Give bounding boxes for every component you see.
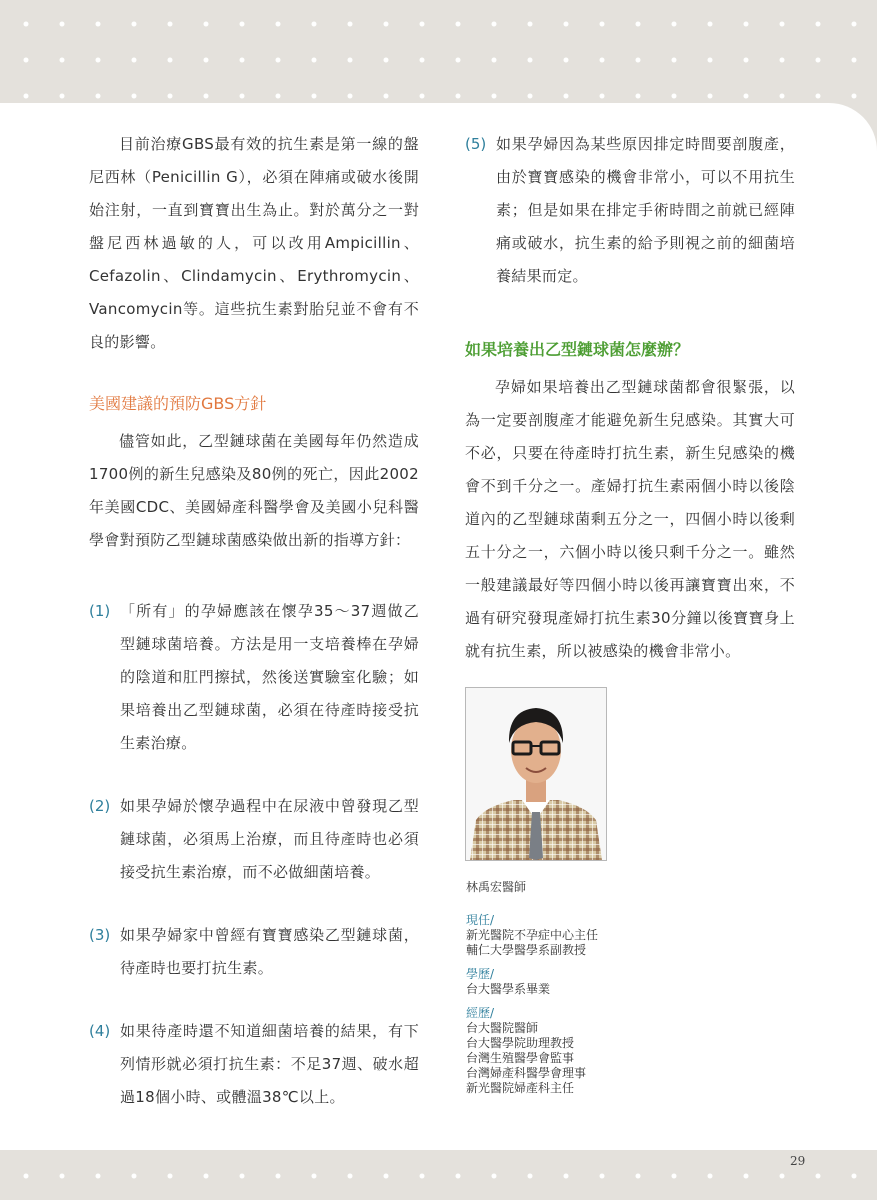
section-heading-positive: 如果培養出乙型鏈球菌怎麼辦？ [465, 340, 690, 359]
bio-current-line: 新光醫院不孕症中心主任 [466, 928, 599, 942]
bio-label-experience: 經歷/ [466, 1006, 495, 1020]
list-item [89, 1015, 419, 1114]
list-number: (3) [89, 926, 111, 944]
list-item [89, 790, 419, 889]
list-text: 如果孕婦家中曾經有寶寶感染乙型鏈球菌，待產時也要打抗生素。 [120, 926, 419, 977]
list-number: (5) [465, 135, 487, 153]
list-item [465, 128, 795, 293]
bio-experience-line: 台灣生殖醫學會監事 [466, 1051, 575, 1065]
doctor-name: 林禹宏醫師 [466, 880, 527, 894]
right-column [465, 128, 795, 668]
list-item [89, 595, 419, 760]
list-number: (2) [89, 797, 111, 815]
list-text: 如果待產時還不知道細菌培養的結果，有下列情形就必須打抗生素：不足37週、破水超過18個小時、或體溫38℃以上。 [120, 1022, 419, 1106]
list-text: 「所有」的孕婦應該在懷孕35～37週做乙型鏈球菌培養。方法是用一支培養棒在孕婦的陰道和肛門擦拭，然後送實驗室化驗；如果培養出乙型鏈球菌，必須在待產時接受抗生素治療。 [120, 602, 419, 752]
bio-experience-line: 台大醫學院助理教授 [466, 1036, 575, 1050]
prevention-paragraph: 儘管如此，乙型鏈球菌在美國每年仍然造成1700例的新生兒感染及80例的死亡，因此2002年美國CDC、美國婦產科醫學會及美國小兒科醫學會對預防乙型鏈球菌感染做出新的指導方針： [89, 432, 419, 549]
section-heading-prevention: 美國建議的預防GBS方針 [89, 394, 267, 413]
doctor-bio [466, 880, 716, 1096]
list-number: (4) [89, 1022, 111, 1040]
bio-label-current: 現任/ [466, 913, 495, 927]
bio-experience-line: 新光醫院婦產科主任 [466, 1081, 575, 1095]
list-text: 如果孕婦因為某些原因排定時間要剖腹產，由於寶寶感染的機會非常小，可以不用抗生素；但是如果在排定手術時間之前就已經陣痛或破水，抗生素的給予則視之前的細菌培養結果而定。 [496, 135, 795, 285]
intro-paragraph: 目前治療GBS最有效的抗生素是第一線的盤尼西林（Penicillin G），必須在陣痛或破水後開始注射，一直到寶寶出生為止。對於萬分之一對盤尼西林過敏的人，可以改用Ampicillin、Cefazolin、Clindamycin、Erythromycin、Vancomycin等。這些抗生素對胎兒並不會有不良的影響。 [89, 135, 419, 351]
list-number: (1) [89, 602, 111, 620]
bio-experience-line: 台灣婦產科醫學會理事 [466, 1066, 587, 1080]
left-column [89, 128, 419, 1114]
doctor-portrait-image [466, 688, 606, 860]
bio-label-education: 學歷/ [466, 967, 495, 981]
list-text: 如果孕婦於懷孕過程中在尿液中曾發現乙型鏈球菌，必須馬上治療，而且待產時也必須接受抗生素治療，而不必做細菌培養。 [120, 797, 419, 881]
list-item [89, 919, 419, 985]
bio-experience-line: 台大醫院醫師 [466, 1021, 539, 1035]
bio-education-line: 台大醫學系畢業 [466, 982, 551, 996]
positive-paragraph: 孕婦如果培養出乙型鏈球菌都會很緊張，以為一定要剖腹產才能避免新生兒感染。其實大可不必，只要在待產時打抗生素，新生兒感染的機會不到千分之一。產婦打抗生素兩個小時以後陰道內的乙型鏈球菌剩五分之一，四個小時以後剩五十分之一，六個小時以後只剩千分之一。雖然一般建議最好等四個小時以後再讓寶寶出來，不過有研究發現產婦打抗生素30分鐘以後寶寶身上就有抗生素，所以被感染的機會非常小。 [465, 378, 795, 660]
bio-current-line: 輔仁大學醫學系副教授 [466, 943, 587, 957]
page-number: 29 [790, 1154, 806, 1168]
doctor-photo [465, 687, 607, 861]
